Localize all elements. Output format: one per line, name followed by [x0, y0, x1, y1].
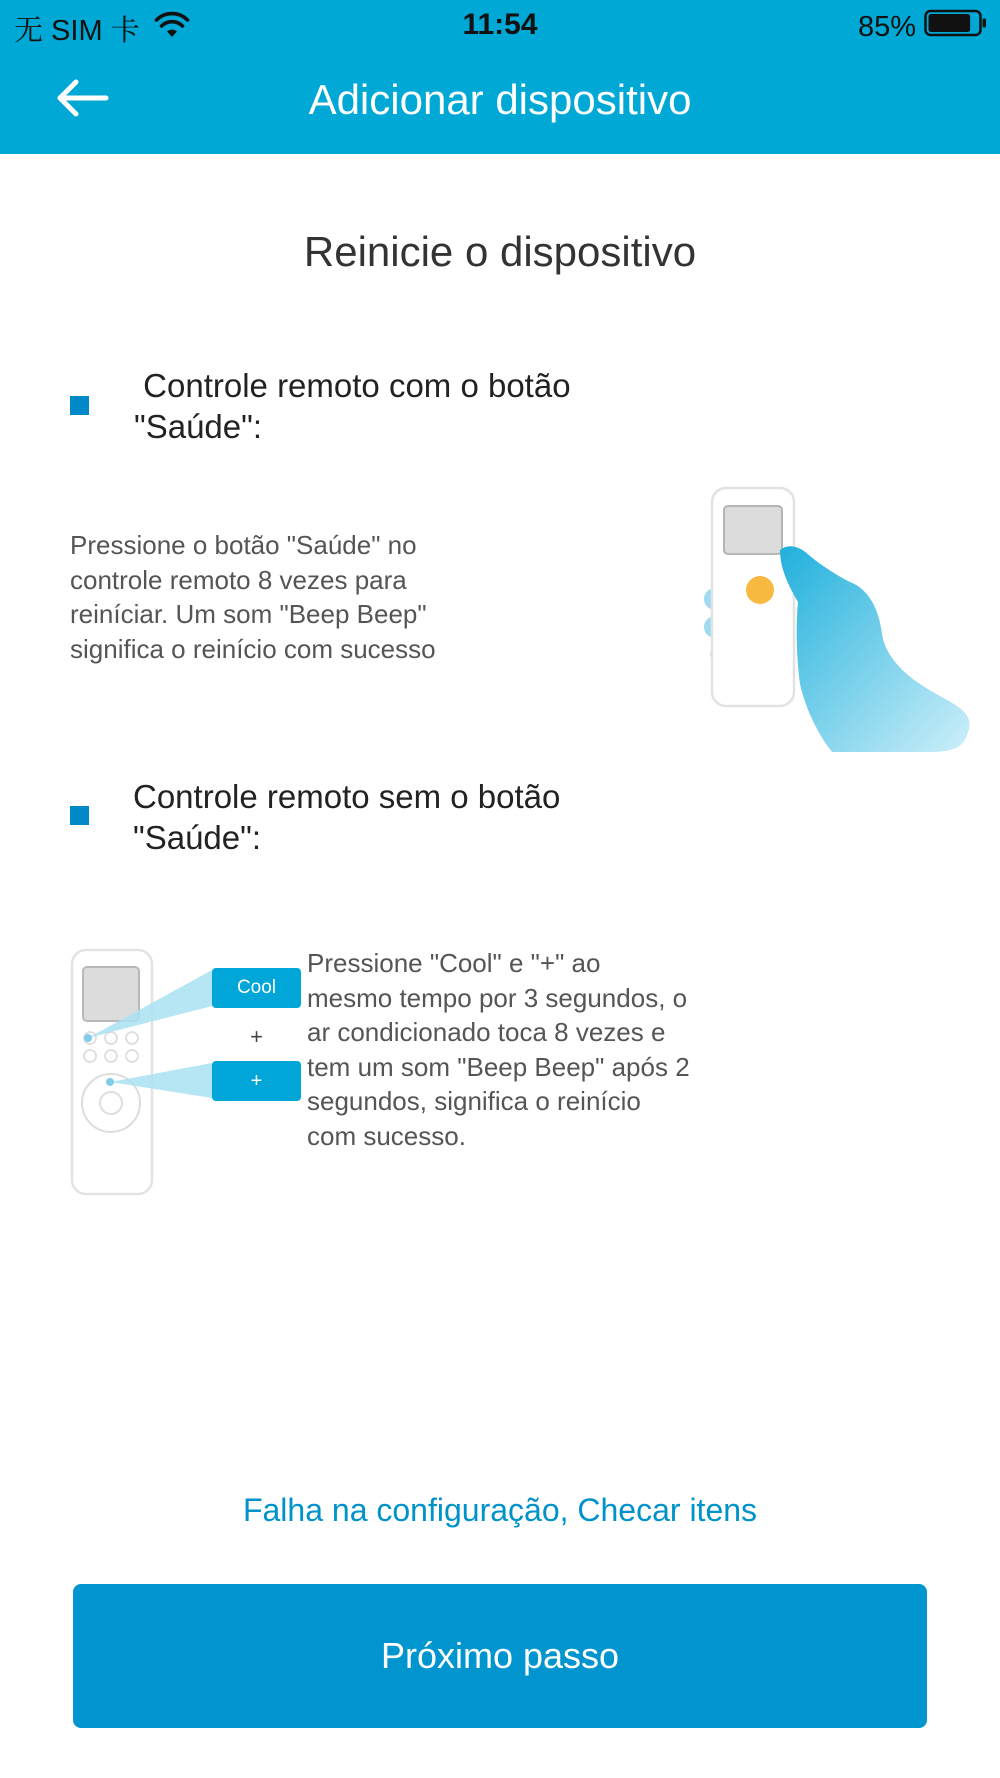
status-time: 11:54: [462, 8, 538, 41]
section2-desc-line: mesmo tempo por 3 segundos, o: [307, 982, 688, 1013]
section2-desc-line: ar condicionado toca 8 vezes e: [307, 1017, 666, 1048]
page-title: Adicionar dispositivo: [308, 76, 692, 123]
navigation-bar: [0, 50, 1000, 154]
section1-desc-line: Pressione o botão "Saúde" no: [70, 530, 417, 560]
cool-button-label: [212, 968, 301, 1008]
remote-hand-illustration: [700, 484, 975, 754]
battery-percent: 85%: [857, 10, 916, 43]
section1-desc-line: reiníciar. Um som "Beep Beep": [70, 599, 427, 629]
top-bar: [0, 0, 1000, 154]
battery-status: [858, 8, 988, 46]
section2-desc-line: tem um som "Beep Beep" após 2: [307, 1051, 690, 1082]
next-step-label: Próximo passo: [380, 1635, 620, 1676]
cool-label-text: Cool: [236, 977, 277, 998]
section2-bullet: [70, 806, 89, 825]
section2-description: [307, 946, 690, 1154]
section1-desc-line: controle remoto 8 vezes para: [70, 564, 407, 595]
section2-title: [133, 776, 560, 858]
setup-failure-link[interactable]: Falha na configuração, Checar itens: [242, 1492, 758, 1528]
plus-label-text: +: [250, 1069, 263, 1092]
remote-buttons-illustration: [70, 948, 306, 1196]
section1-desc-line: significa o reinício com sucesso: [70, 633, 436, 664]
section1-title-line2: "Saúde":: [134, 408, 263, 445]
section1-bullet: [70, 396, 89, 415]
plus-button-label: [212, 1061, 301, 1101]
status-bar: [0, 0, 1000, 50]
section1-title-line1: Controle remoto com o botão: [134, 367, 571, 404]
section2-title-line2: "Saúde":: [133, 819, 262, 856]
section-heading: Reinicie o dispositivo: [303, 228, 697, 275]
battery-icon: [924, 8, 988, 46]
section2-desc-line: com sucesso.: [307, 1120, 466, 1151]
next-step-button[interactable]: [73, 1584, 927, 1728]
section2-title-line1: Controle remoto sem o botão: [133, 778, 561, 815]
plus-separator: +: [250, 1024, 263, 1049]
section1-description: [70, 528, 436, 666]
section2-desc-line: Pressione "Cool" e "+" ao: [307, 948, 601, 978]
section2-desc-line: segundos, significa o reinício: [307, 1086, 641, 1117]
section1-title: [134, 365, 571, 447]
carrier-label: 无 SIM 卡: [14, 15, 140, 47]
